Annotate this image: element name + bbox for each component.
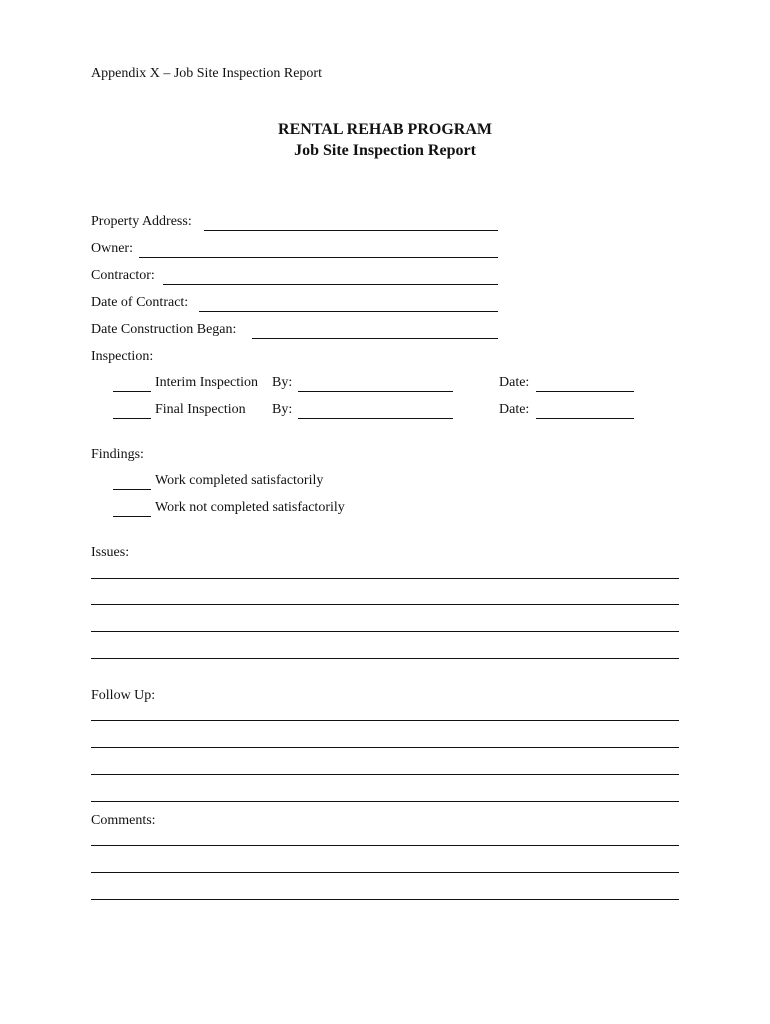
follow-up-line[interactable] xyxy=(91,801,679,802)
follow-up-line[interactable] xyxy=(91,720,679,721)
issues-line[interactable] xyxy=(91,658,679,659)
comments-line[interactable] xyxy=(91,845,679,846)
interim-date-label: Date: xyxy=(499,375,530,390)
final-by-line[interactable] xyxy=(298,418,453,419)
follow-up-line[interactable] xyxy=(91,774,679,775)
final-date-label: Date: xyxy=(499,402,530,417)
page-subtitle: Job Site Inspection Report xyxy=(294,142,476,159)
final-by-label: By: xyxy=(272,402,293,417)
follow-up-line[interactable] xyxy=(91,747,679,748)
interim-by-label: By: xyxy=(272,375,293,390)
header-note: Appendix X – Job Site Inspection Report xyxy=(91,66,322,81)
contractor-label: Contractor: xyxy=(91,268,155,283)
interim-inspection-label: Interim Inspection xyxy=(155,375,259,390)
follow-up-label: Follow Up: xyxy=(91,688,156,703)
owner-line[interactable] xyxy=(139,257,498,258)
findings-label: Findings: xyxy=(91,447,144,462)
owner-label: Owner: xyxy=(91,241,133,256)
issues-line[interactable] xyxy=(91,631,679,632)
work-not-satisfactory-label: Work not completed satisfactorily xyxy=(155,500,345,515)
comments-label: Comments: xyxy=(91,813,156,828)
interim-by-line[interactable] xyxy=(298,391,453,392)
date-construction-began-line[interactable] xyxy=(252,338,498,339)
interim-date-line[interactable] xyxy=(536,391,634,392)
issues-label: Issues: xyxy=(91,545,130,560)
date-of-contract-line[interactable] xyxy=(199,311,498,312)
final-check-line[interactable] xyxy=(113,418,151,419)
page-title: RENTAL REHAB PROGRAM xyxy=(278,121,492,138)
date-construction-began-label: Date Construction Began: xyxy=(91,322,237,337)
inspection-label: Inspection: xyxy=(91,349,154,364)
comments-line[interactable] xyxy=(91,872,679,873)
property-address-label: Property Address: xyxy=(91,214,192,229)
date-of-contract-label: Date of Contract: xyxy=(91,295,189,310)
work-satisfactory-label: Work completed satisfactorily xyxy=(155,473,324,488)
not-satisfactory-check-line[interactable] xyxy=(113,516,151,517)
final-inspection-label: Final Inspection xyxy=(155,402,246,417)
comments-line[interactable] xyxy=(91,899,679,900)
issues-line[interactable] xyxy=(91,604,679,605)
final-date-line[interactable] xyxy=(536,418,634,419)
satisfactory-check-line[interactable] xyxy=(113,489,151,490)
interim-check-line[interactable] xyxy=(113,391,151,392)
contractor-line[interactable] xyxy=(163,284,498,285)
property-address-line[interactable] xyxy=(204,230,498,231)
issues-line[interactable] xyxy=(91,578,679,579)
